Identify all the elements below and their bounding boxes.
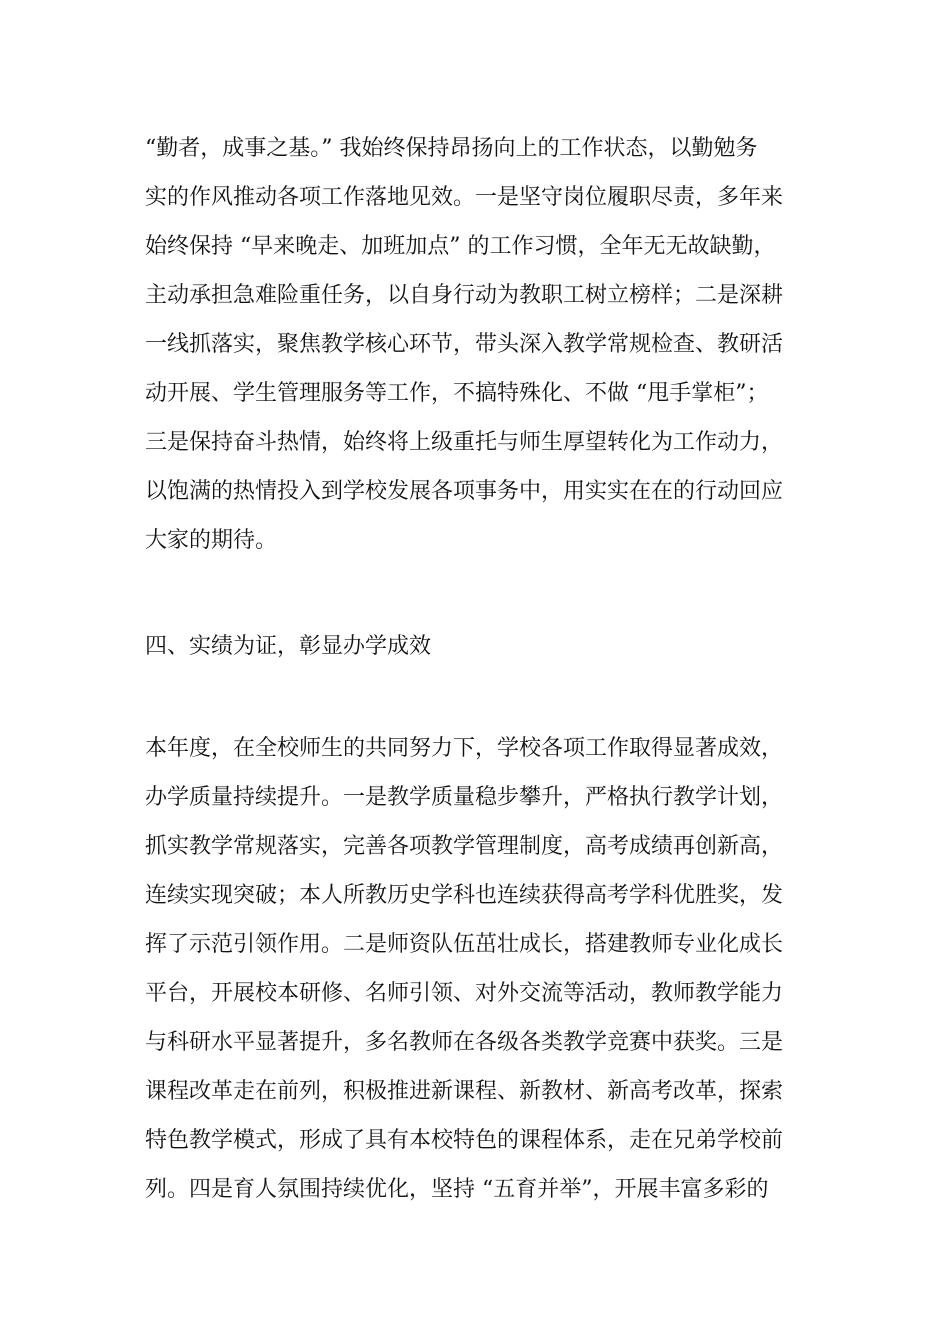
text-line: 列。四是育人氛围持续优化，坚持 “五育并举”，开展丰富多彩的 (145, 1177, 769, 1202)
text-line: 实的作风推动各项工作落地见效。一是坚守岗位履职尽责，多年来 (145, 185, 784, 210)
text-line: 本年度，在全校师生的共同努力下，学校各项工作取得显著成效， (145, 736, 784, 761)
text-line: 以饱满的热情投入到学校发展各项事务中，用实实在在的行动回应 (145, 479, 784, 504)
text-line: “勤者，成事之基。” 我始终保持昂扬向上的工作状态，以勤勉务 (145, 136, 758, 161)
text-line: 特色教学模式，形成了具有本校特色的课程体系，走在兄弟学校前 (145, 1128, 784, 1153)
text-line: 大家的期待。 (145, 528, 278, 553)
section-heading (145, 622, 845, 671)
text-line: 始终保持 “早来晚走、加班加点” 的工作习惯，全年无无故缺勤， (145, 234, 776, 259)
paragraph-diligence (145, 124, 845, 565)
text-line: 连续实现突破；本人所教历史学科也连续获得高考学科优胜奖，发 (145, 883, 784, 908)
text-line: 与科研水平显著提升，多名教师在各级各类教学竞赛中获奖。三是 (145, 1030, 784, 1055)
section-heading-text: 四、实绩为证，彰显办学成效 (145, 634, 432, 659)
text-line: 主动承担急难险重任务，以自身行动为教职工树立榜样；二是深耕 (145, 283, 784, 308)
text-line: 动开展、学生管理服务等工作，不搞特殊化、不做 “甩手掌柜”； (145, 381, 769, 406)
text-line: 三是保持奋斗热情，始终将上级重托与师生厚望转化为工作动力， (145, 430, 784, 455)
text-line: 挥了示范引领作用。二是师资队伍茁壮成长，搭建教师专业化成长 (145, 932, 784, 957)
text-line: 平台，开展校本研修、名师引领、对外交流等活动，教师教学能力 (145, 981, 784, 1006)
text-line: 抓实教学常规落实，完善各项教学管理制度，高考成绩再创新高， (145, 834, 784, 859)
text-line: 一线抓落实，聚焦教学核心环节，带头深入教学常规检查、教研活 (145, 332, 784, 357)
paragraph-achievements (145, 724, 845, 1214)
text-line: 办学质量持续提升。一是教学质量稳步攀升，严格执行教学计划， (145, 785, 784, 810)
text-line: 课程改革走在前列，积极推进新课程、新教材、新高考改革，探索 (145, 1079, 784, 1104)
